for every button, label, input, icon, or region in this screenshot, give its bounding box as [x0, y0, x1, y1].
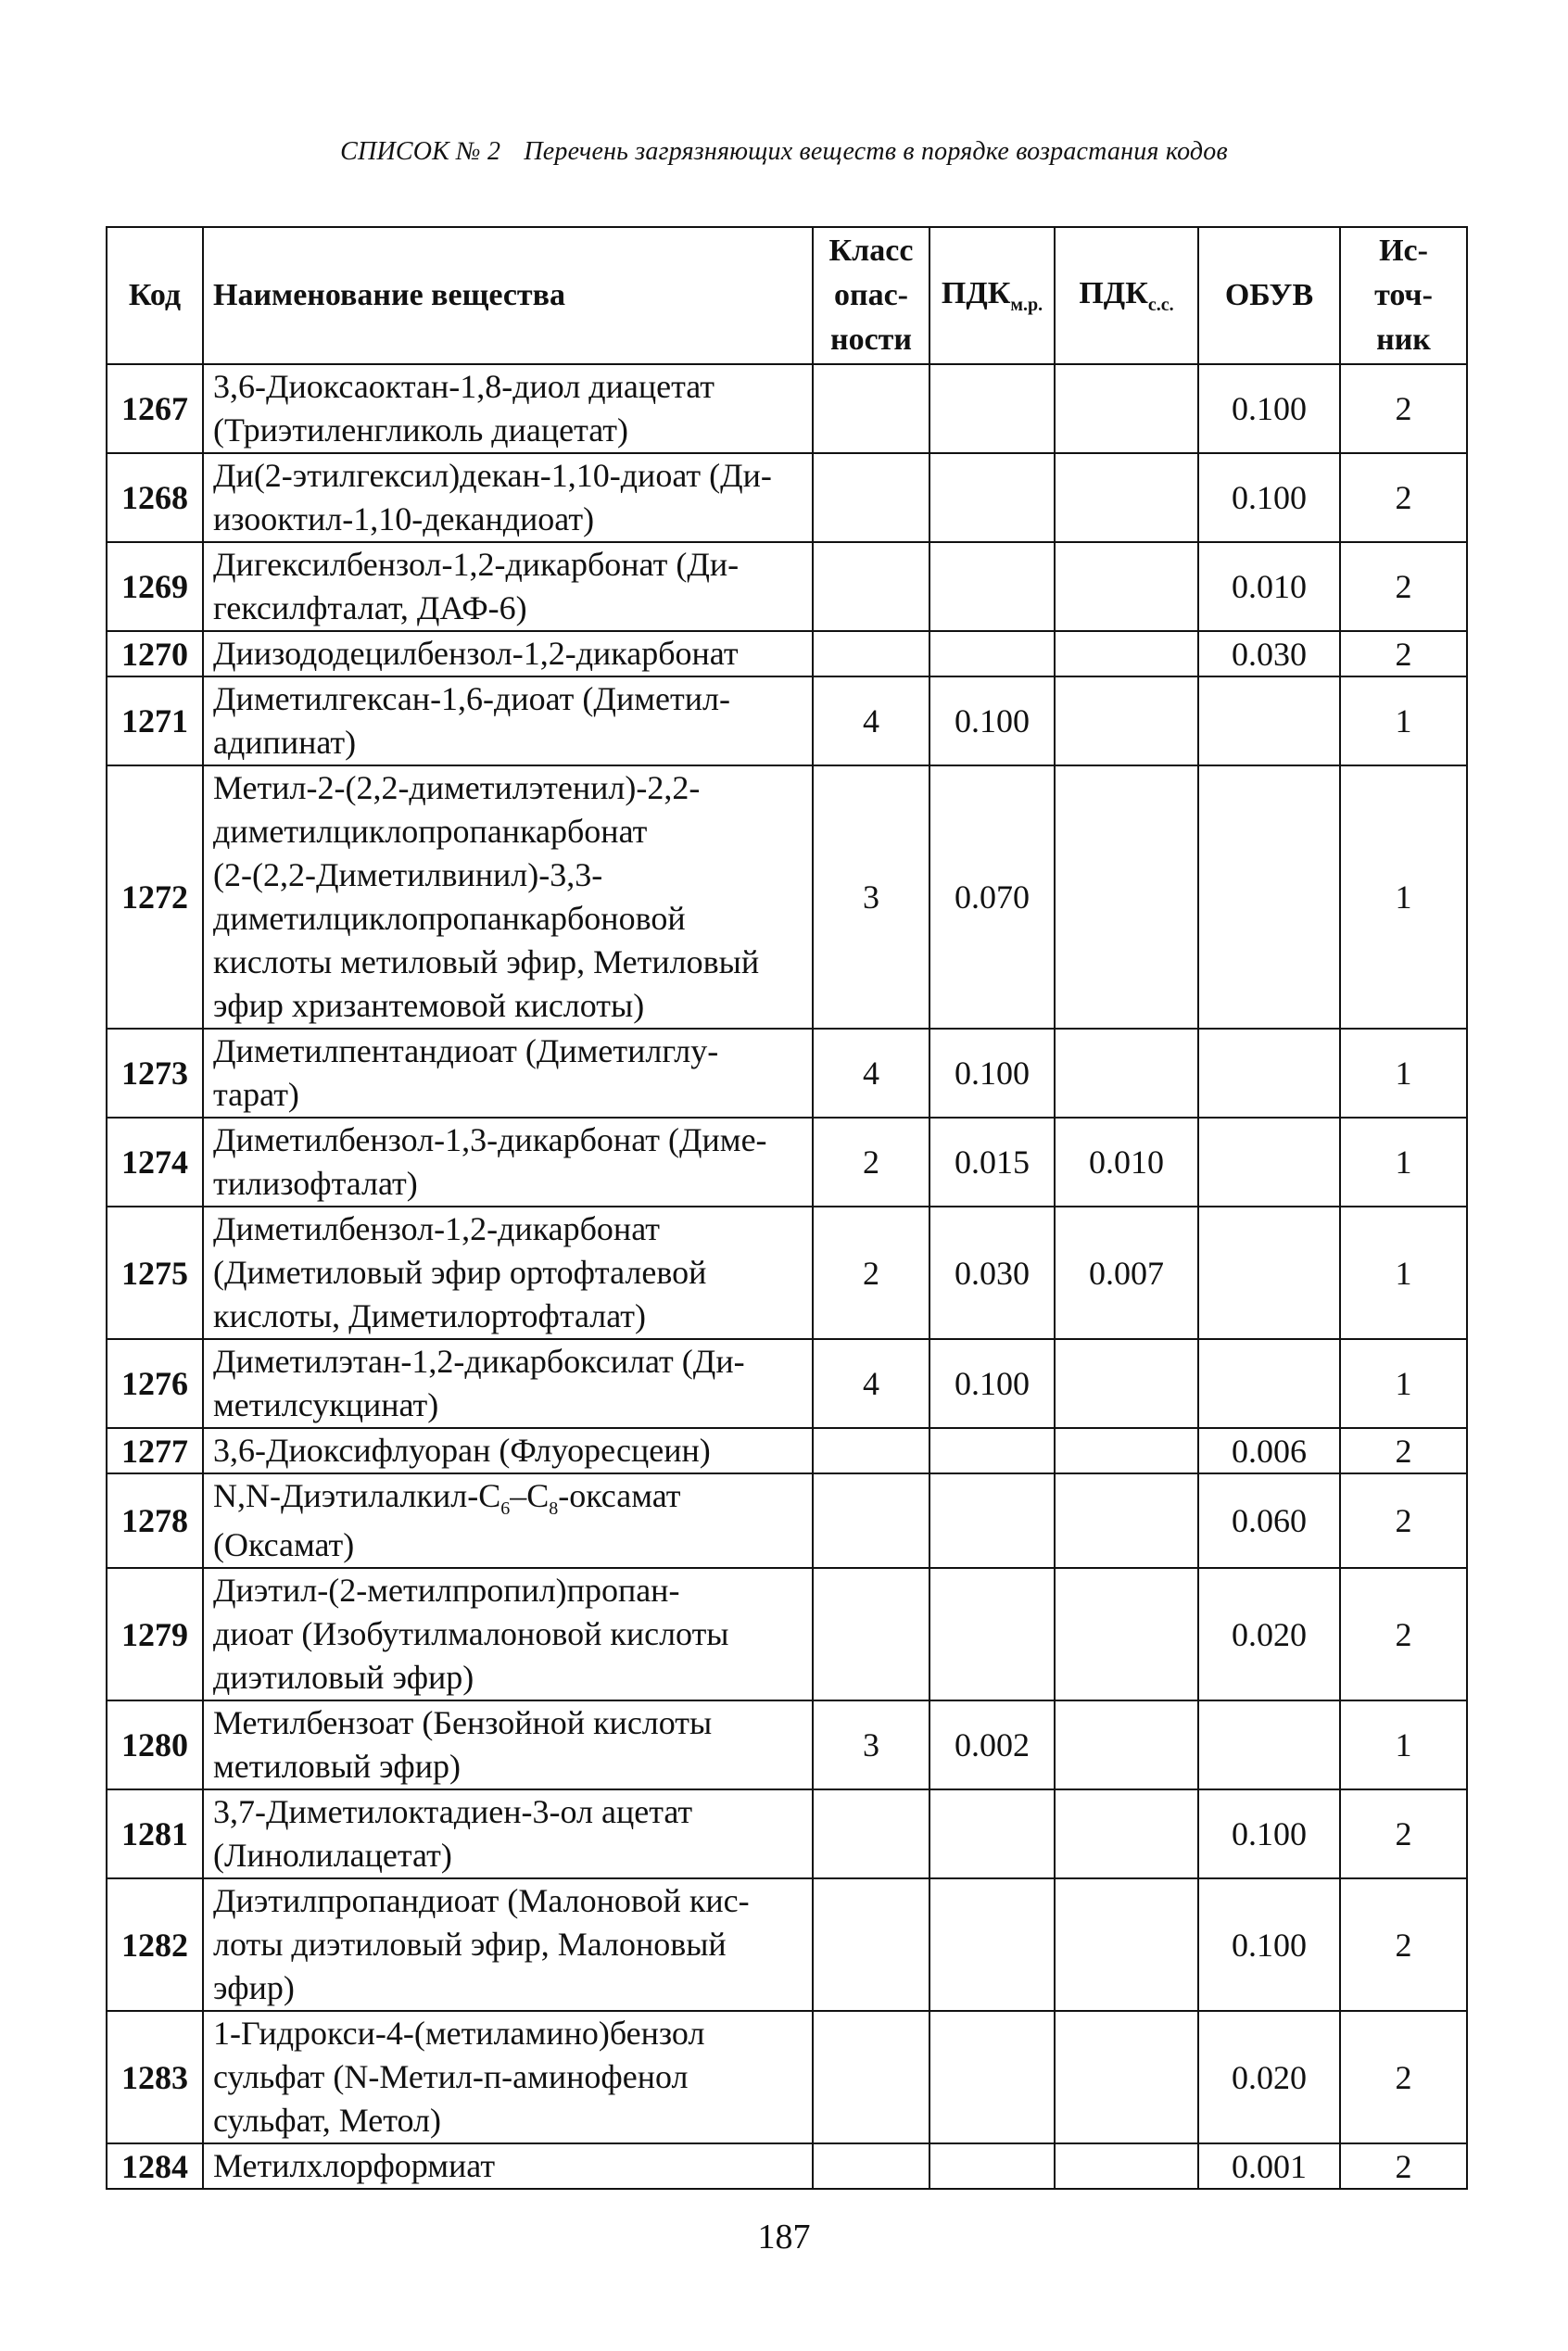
cell-obuv	[1198, 1029, 1340, 1118]
col-header-hazard-class	[813, 227, 929, 364]
cell-hazard-class: 3	[813, 765, 929, 1029]
table-row	[107, 1878, 1467, 2011]
name-line: адипинат)	[213, 724, 357, 761]
cell-source: 2	[1340, 1878, 1467, 2011]
table-row	[107, 542, 1467, 631]
cell-name	[203, 1118, 813, 1207]
cell-obuv: 0.010	[1198, 542, 1340, 631]
name-line: 3,6-Диоксаоктан-1,8-диол диацетат	[213, 368, 715, 405]
col-header-pdk-ss	[1055, 227, 1198, 364]
cell-hazard-class	[813, 1473, 929, 1568]
cell-pdk-ss: 0.010	[1055, 1118, 1198, 1207]
name-line: 1-Гидрокси-4-(метиламино)бензол	[213, 2015, 705, 2052]
cell-obuv: 0.100	[1198, 453, 1340, 542]
name-line: эфир хризантемовой кислоты)	[213, 987, 645, 1024]
name-line: Диметилэтан-1,2-дикарбоксилат (Ди-	[213, 1343, 745, 1380]
name-line: Диметилпентандиоат (Диметилглу-	[213, 1032, 719, 1069]
name-line: 3,7-Диметилоктадиен-3-ол ацетат	[213, 1793, 693, 1830]
name-line: метилсукцинат)	[213, 1386, 439, 1423]
table-row	[107, 765, 1467, 1029]
table-row	[107, 1473, 1467, 1568]
name-line: Диизододецилбензол-1,2-дикарбонат	[213, 635, 739, 672]
cell-pdk-mr	[929, 2011, 1055, 2143]
name-line: метиловый эфир)	[213, 1748, 461, 1785]
cell-obuv: 0.100	[1198, 1789, 1340, 1878]
name-line: (2-(2,2-Диметилвинил)-3,3-	[213, 856, 603, 893]
cell-hazard-class: 4	[813, 676, 929, 765]
cell-obuv	[1198, 765, 1340, 1029]
cell-obuv	[1198, 1339, 1340, 1428]
cell-name	[203, 1207, 813, 1339]
cell-name	[203, 1339, 813, 1428]
col-header-obuv: ОБУВ	[1198, 227, 1340, 364]
cell-pdk-ss	[1055, 453, 1198, 542]
name-line: Метилбензоат (Бензойной кислоты	[213, 1704, 713, 1741]
cell-pdk-mr: 0.100	[929, 676, 1055, 765]
cell-source: 1	[1340, 1700, 1467, 1789]
table-row	[107, 1700, 1467, 1789]
col-header-source-line: ник	[1376, 322, 1431, 357]
cell-pdk-ss	[1055, 542, 1198, 631]
name-line: кислоты метиловый эфир, Метиловый	[213, 943, 760, 980]
name-line: лоты диэтиловый эфир, Малоновый	[213, 1926, 727, 1963]
cell-hazard-class	[813, 2011, 929, 2143]
cell-source: 1	[1340, 676, 1467, 765]
cell-code: 1268	[107, 453, 203, 542]
name-line: изооктил-1,10-декандиоат)	[213, 500, 595, 537]
cell-pdk-ss	[1055, 676, 1198, 765]
cell-source: 1	[1340, 1118, 1467, 1207]
pdk-mr-label: ПДК	[941, 276, 1011, 310]
cell-pdk-ss	[1055, 2143, 1198, 2189]
cell-code: 1272	[107, 765, 203, 1029]
name-subscript: 8	[549, 1498, 559, 1519]
cell-pdk-mr: 0.030	[929, 1207, 1055, 1339]
cell-hazard-class	[813, 2143, 929, 2189]
cell-pdk-mr	[929, 631, 1055, 676]
table-row	[107, 2143, 1467, 2189]
cell-source: 1	[1340, 1029, 1467, 1118]
cell-pdk-mr	[929, 1878, 1055, 2011]
cell-pdk-mr	[929, 542, 1055, 631]
cell-pdk-ss	[1055, 631, 1198, 676]
cell-pdk-mr	[929, 1789, 1055, 1878]
cell-hazard-class	[813, 631, 929, 676]
cell-pdk-mr	[929, 453, 1055, 542]
table-row	[107, 1118, 1467, 1207]
name-line: Диметилбензол-1,3-дикарбонат (Диме-	[213, 1121, 767, 1158]
cell-pdk-ss	[1055, 2011, 1198, 2143]
col-header-name: Наименование вещества	[203, 227, 813, 364]
name-line: сульфат (N-Метил-п-аминофенол	[213, 2058, 689, 2095]
col-header-hazard-line: ности	[830, 322, 912, 357]
pdk-mr-subscript: м.р.	[1010, 295, 1043, 315]
cell-obuv: 0.100	[1198, 364, 1340, 453]
table-row	[107, 1789, 1467, 1878]
name-line: Диметилбензол-1,2-дикарбонат	[213, 1210, 660, 1247]
cell-pdk-ss	[1055, 765, 1198, 1029]
cell-obuv: 0.100	[1198, 1878, 1340, 2011]
cell-pdk-ss	[1055, 1878, 1198, 2011]
cell-source: 2	[1340, 1428, 1467, 1473]
cell-pdk-mr: 0.100	[929, 1339, 1055, 1428]
name-line	[213, 1474, 803, 1523]
cell-source: 2	[1340, 631, 1467, 676]
substances-table	[106, 226, 1468, 2190]
name-line: диоат (Изобутилмалоновой кислоты	[213, 1615, 729, 1652]
cell-name	[203, 542, 813, 631]
cell-code: 1269	[107, 542, 203, 631]
name-line: (Линолилацетат)	[213, 1837, 452, 1874]
cell-pdk-mr: 0.070	[929, 765, 1055, 1029]
col-header-source-line: Ис-	[1379, 234, 1428, 268]
cell-pdk-ss	[1055, 1473, 1198, 1568]
cell-hazard-class	[813, 542, 929, 631]
cell-name	[203, 364, 813, 453]
cell-name	[203, 1789, 813, 1878]
name-line: Диэтил-(2-метилпропил)пропан-	[213, 1572, 680, 1609]
cell-code: 1282	[107, 1878, 203, 2011]
cell-name	[203, 2143, 813, 2189]
cell-source: 1	[1340, 1207, 1467, 1339]
cell-obuv: 0.020	[1198, 1568, 1340, 1700]
name-line: диметилциклопропанкарбоновой	[213, 900, 686, 937]
cell-name	[203, 631, 813, 676]
cell-obuv	[1198, 1700, 1340, 1789]
cell-obuv: 0.020	[1198, 2011, 1340, 2143]
name-line: Ди(2-этилгексил)декан-1,10-диоат (Ди-	[213, 457, 772, 494]
name-text: –C	[510, 1477, 550, 1514]
name-line: гексилфталат, ДАФ-6)	[213, 589, 527, 626]
cell-code: 1274	[107, 1118, 203, 1207]
name-line: кислоты, Диметилортофталат)	[213, 1297, 646, 1334]
table-row	[107, 1029, 1467, 1118]
name-line: тарат)	[213, 1076, 299, 1113]
cell-code: 1280	[107, 1700, 203, 1789]
pdk-ss-label: ПДК	[1079, 276, 1148, 310]
cell-code: 1279	[107, 1568, 203, 1700]
name-text: N,N-Диэтилалкил-C	[213, 1477, 501, 1514]
cell-obuv	[1198, 676, 1340, 765]
table-row	[107, 631, 1467, 676]
cell-code: 1278	[107, 1473, 203, 1568]
cell-pdk-ss	[1055, 1029, 1198, 1118]
cell-source: 2	[1340, 453, 1467, 542]
cell-code: 1283	[107, 2011, 203, 2143]
cell-code: 1277	[107, 1428, 203, 1473]
table-row	[107, 1339, 1467, 1428]
name-line: (Диметиловый эфир ортофталевой	[213, 1254, 707, 1291]
cell-name	[203, 453, 813, 542]
pdk-ss-subscript: с.с.	[1147, 295, 1174, 315]
cell-source: 2	[1340, 1473, 1467, 1568]
cell-pdk-mr	[929, 364, 1055, 453]
cell-pdk-mr: 0.002	[929, 1700, 1055, 1789]
cell-hazard-class	[813, 1789, 929, 1878]
table-row	[107, 1428, 1467, 1473]
cell-hazard-class: 2	[813, 1118, 929, 1207]
cell-name	[203, 1428, 813, 1473]
cell-name	[203, 1568, 813, 1700]
cell-hazard-class	[813, 1428, 929, 1473]
name-line: (Триэтиленгликоль диацетат)	[213, 411, 629, 449]
cell-code: 1267	[107, 364, 203, 453]
cell-source: 2	[1340, 2143, 1467, 2189]
cell-hazard-class	[813, 453, 929, 542]
cell-pdk-ss	[1055, 1789, 1198, 1878]
name-line: (Оксамат)	[213, 1526, 355, 1563]
name-line: 3,6-Диоксифлуоран (Флуоресцеин)	[213, 1432, 711, 1469]
table-header-row	[107, 227, 1467, 364]
cell-pdk-ss	[1055, 1339, 1198, 1428]
name-line: Метил-2-(2,2-диметилэтенил)-2,2-	[213, 769, 701, 806]
cell-code: 1281	[107, 1789, 203, 1878]
table-row	[107, 1568, 1467, 1700]
name-line: тилизофталат)	[213, 1165, 418, 1202]
cell-name	[203, 676, 813, 765]
cell-hazard-class: 2	[813, 1207, 929, 1339]
table-body	[107, 364, 1467, 2189]
cell-source: 2	[1340, 2011, 1467, 2143]
name-line: Метилхлорформиат	[213, 2147, 496, 2184]
cell-pdk-mr	[929, 1568, 1055, 1700]
table-row	[107, 676, 1467, 765]
cell-pdk-mr	[929, 1473, 1055, 1568]
cell-pdk-ss	[1055, 364, 1198, 453]
cell-source: 2	[1340, 364, 1467, 453]
col-header-source-line: точ-	[1374, 278, 1433, 312]
name-line: Диэтилпропандиоат (Малоновой кис-	[213, 1882, 750, 1919]
cell-code: 1284	[107, 2143, 203, 2189]
cell-name	[203, 2011, 813, 2143]
page-header	[0, 137, 1568, 167]
cell-hazard-class	[813, 364, 929, 453]
cell-obuv: 0.060	[1198, 1473, 1340, 1568]
cell-pdk-ss	[1055, 1568, 1198, 1700]
cell-obuv: 0.006	[1198, 1428, 1340, 1473]
page-number: 187	[757, 2218, 811, 2256]
cell-obuv	[1198, 1118, 1340, 1207]
cell-pdk-mr	[929, 1428, 1055, 1473]
cell-name	[203, 1029, 813, 1118]
cell-obuv: 0.001	[1198, 2143, 1340, 2189]
col-header-hazard-line: Класс	[828, 234, 914, 268]
cell-name	[203, 1878, 813, 2011]
table-row	[107, 453, 1467, 542]
cell-hazard-class	[813, 1878, 929, 2011]
cell-code: 1276	[107, 1339, 203, 1428]
cell-hazard-class	[813, 1568, 929, 1700]
cell-code: 1275	[107, 1207, 203, 1339]
name-line: диэтиловый эфир)	[213, 1659, 474, 1696]
cell-code: 1271	[107, 676, 203, 765]
name-line: Диметилгексан-1,6-диоат (Диметил-	[213, 680, 730, 717]
cell-source: 2	[1340, 1789, 1467, 1878]
col-header-pdk-mr	[929, 227, 1055, 364]
cell-pdk-ss: 0.007	[1055, 1207, 1198, 1339]
cell-source: 1	[1340, 1339, 1467, 1428]
name-line: Дигексилбензол-1,2-дикарбонат (Ди-	[213, 546, 740, 583]
cell-hazard-class: 3	[813, 1700, 929, 1789]
cell-hazard-class: 4	[813, 1029, 929, 1118]
col-header-code: Код	[107, 227, 203, 364]
name-line: диметилциклопропанкарбонат	[213, 813, 648, 850]
cell-code: 1270	[107, 631, 203, 676]
table-row	[107, 1207, 1467, 1339]
name-line: сульфат, Метол)	[213, 2102, 441, 2139]
cell-name	[203, 765, 813, 1029]
table-row	[107, 2011, 1467, 2143]
cell-source: 2	[1340, 1568, 1467, 1700]
table-row	[107, 364, 1467, 453]
name-subscript: 6	[500, 1498, 511, 1519]
cell-pdk-mr	[929, 2143, 1055, 2189]
cell-source: 1	[1340, 765, 1467, 1029]
cell-code: 1273	[107, 1029, 203, 1118]
list-title: СПИСОК № 2	[340, 137, 501, 166]
cell-hazard-class: 4	[813, 1339, 929, 1428]
col-header-source	[1340, 227, 1467, 364]
cell-name	[203, 1700, 813, 1789]
cell-pdk-mr: 0.015	[929, 1118, 1055, 1207]
cell-pdk-ss	[1055, 1428, 1198, 1473]
col-header-hazard-line: опас-	[833, 278, 908, 312]
cell-obuv: 0.030	[1198, 631, 1340, 676]
cell-name	[203, 1473, 813, 1568]
name-text: -оксамат	[558, 1477, 681, 1514]
cell-source: 2	[1340, 542, 1467, 631]
list-subtitle: Перечень загрязняющих веществ в порядке возрастания кодов	[524, 137, 1228, 166]
cell-pdk-mr: 0.100	[929, 1029, 1055, 1118]
cell-obuv	[1198, 1207, 1340, 1339]
cell-pdk-ss	[1055, 1700, 1198, 1789]
name-line: эфир)	[213, 1969, 295, 2006]
